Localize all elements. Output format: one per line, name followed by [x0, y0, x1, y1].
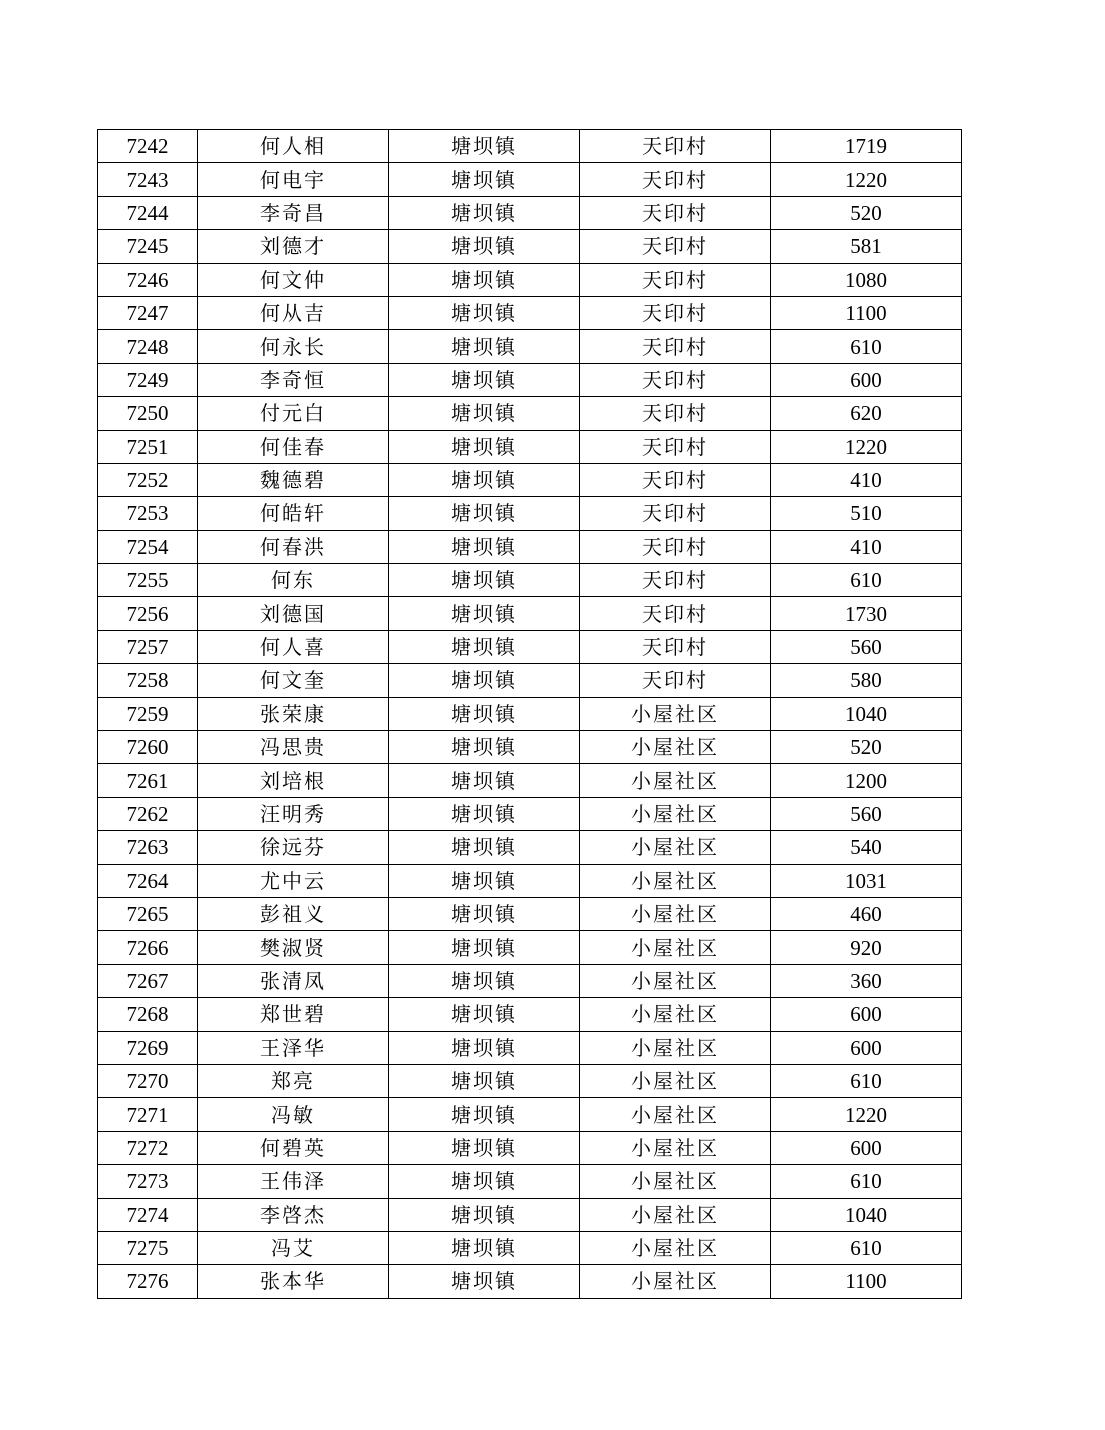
table-row	[98, 1064, 962, 1097]
town-cell: 塘坝镇	[389, 1098, 580, 1131]
table-row	[98, 1131, 962, 1164]
id-cell: 7265	[98, 897, 198, 930]
amount-cell: 1719	[771, 130, 962, 163]
name-cell: 何春洪	[198, 530, 389, 563]
town-cell: 塘坝镇	[389, 897, 580, 930]
table-row	[98, 330, 962, 363]
town-cell: 塘坝镇	[389, 1165, 580, 1198]
name-cell: 李奇恒	[198, 363, 389, 396]
name-cell: 何人喜	[198, 630, 389, 663]
village-cell: 天印村	[580, 230, 771, 263]
village-cell: 天印村	[580, 397, 771, 430]
village-cell: 天印村	[580, 163, 771, 196]
table-row	[98, 1165, 962, 1198]
town-cell: 塘坝镇	[389, 1231, 580, 1264]
amount-cell: 410	[771, 530, 962, 563]
id-cell: 7251	[98, 430, 198, 463]
town-cell: 塘坝镇	[389, 998, 580, 1031]
id-cell: 7254	[98, 530, 198, 563]
name-cell: 李啓杰	[198, 1198, 389, 1231]
village-cell: 天印村	[580, 463, 771, 496]
village-cell: 天印村	[580, 263, 771, 296]
village-cell: 小屋社区	[580, 1098, 771, 1131]
id-cell: 7252	[98, 463, 198, 496]
village-cell: 小屋社区	[580, 1231, 771, 1264]
name-cell: 郑亮	[198, 1064, 389, 1097]
table-row	[98, 1265, 962, 1298]
id-cell: 7246	[98, 263, 198, 296]
amount-cell: 600	[771, 998, 962, 1031]
name-cell: 刘德才	[198, 230, 389, 263]
town-cell: 塘坝镇	[389, 296, 580, 329]
town-cell: 塘坝镇	[389, 397, 580, 430]
table-row	[98, 964, 962, 997]
town-cell: 塘坝镇	[389, 697, 580, 730]
id-cell: 7274	[98, 1198, 198, 1231]
amount-cell: 1200	[771, 764, 962, 797]
id-cell: 7257	[98, 630, 198, 663]
village-cell: 天印村	[580, 363, 771, 396]
name-cell: 何电宇	[198, 163, 389, 196]
id-cell: 7262	[98, 797, 198, 830]
table-row	[98, 998, 962, 1031]
town-cell: 塘坝镇	[389, 230, 580, 263]
table-row	[98, 296, 962, 329]
village-cell: 天印村	[580, 630, 771, 663]
village-cell: 小屋社区	[580, 864, 771, 897]
table-row	[98, 697, 962, 730]
name-cell: 刘德国	[198, 597, 389, 630]
amount-cell: 920	[771, 931, 962, 964]
amount-cell: 581	[771, 230, 962, 263]
amount-cell: 610	[771, 1165, 962, 1198]
amount-cell: 1040	[771, 1198, 962, 1231]
id-cell: 7275	[98, 1231, 198, 1264]
id-cell: 7263	[98, 831, 198, 864]
table-row	[98, 797, 962, 830]
id-cell: 7266	[98, 931, 198, 964]
table-row	[98, 764, 962, 797]
table-row	[98, 831, 962, 864]
amount-cell: 1100	[771, 296, 962, 329]
amount-cell: 600	[771, 1131, 962, 1164]
town-cell: 塘坝镇	[389, 564, 580, 597]
village-cell: 小屋社区	[580, 764, 771, 797]
amount-cell: 520	[771, 196, 962, 229]
amount-cell: 610	[771, 330, 962, 363]
name-cell: 何文仲	[198, 263, 389, 296]
town-cell: 塘坝镇	[389, 797, 580, 830]
id-cell: 7268	[98, 998, 198, 1031]
table-row	[98, 564, 962, 597]
records-table-body	[98, 130, 962, 1299]
town-cell: 塘坝镇	[389, 130, 580, 163]
id-cell: 7260	[98, 731, 198, 764]
village-cell: 天印村	[580, 530, 771, 563]
table-row	[98, 463, 962, 496]
name-cell: 何从吉	[198, 296, 389, 329]
id-cell: 7259	[98, 697, 198, 730]
village-cell: 天印村	[580, 196, 771, 229]
name-cell: 李奇昌	[198, 196, 389, 229]
amount-cell: 1220	[771, 1098, 962, 1131]
name-cell: 张清凤	[198, 964, 389, 997]
amount-cell: 600	[771, 1031, 962, 1064]
id-cell: 7244	[98, 196, 198, 229]
name-cell: 樊淑贤	[198, 931, 389, 964]
name-cell: 刘培根	[198, 764, 389, 797]
amount-cell: 620	[771, 397, 962, 430]
name-cell: 何皓轩	[198, 497, 389, 530]
town-cell: 塘坝镇	[389, 831, 580, 864]
id-cell: 7269	[98, 1031, 198, 1064]
village-cell: 小屋社区	[580, 731, 771, 764]
table-row	[98, 1098, 962, 1131]
town-cell: 塘坝镇	[389, 430, 580, 463]
table-row	[98, 430, 962, 463]
name-cell: 徐远芬	[198, 831, 389, 864]
amount-cell: 1220	[771, 163, 962, 196]
amount-cell: 600	[771, 363, 962, 396]
town-cell: 塘坝镇	[389, 1064, 580, 1097]
village-cell: 小屋社区	[580, 998, 771, 1031]
amount-cell: 460	[771, 897, 962, 930]
table-row	[98, 897, 962, 930]
name-cell: 何文奎	[198, 664, 389, 697]
name-cell: 魏德碧	[198, 463, 389, 496]
amount-cell: 1040	[771, 697, 962, 730]
table-row	[98, 630, 962, 663]
table-row	[98, 864, 962, 897]
town-cell: 塘坝镇	[389, 497, 580, 530]
table-row	[98, 230, 962, 263]
name-cell: 冯敏	[198, 1098, 389, 1131]
amount-cell: 610	[771, 1231, 962, 1264]
amount-cell: 1080	[771, 263, 962, 296]
town-cell: 塘坝镇	[389, 530, 580, 563]
id-cell: 7273	[98, 1165, 198, 1198]
town-cell: 塘坝镇	[389, 931, 580, 964]
id-cell: 7253	[98, 497, 198, 530]
village-cell: 天印村	[580, 430, 771, 463]
name-cell: 王泽华	[198, 1031, 389, 1064]
amount-cell: 560	[771, 630, 962, 663]
id-cell: 7258	[98, 664, 198, 697]
town-cell: 塘坝镇	[389, 1265, 580, 1298]
amount-cell: 510	[771, 497, 962, 530]
table-row	[98, 1231, 962, 1264]
id-cell: 7247	[98, 296, 198, 329]
amount-cell: 580	[771, 664, 962, 697]
village-cell: 小屋社区	[580, 964, 771, 997]
village-cell: 小屋社区	[580, 1198, 771, 1231]
village-cell: 天印村	[580, 497, 771, 530]
id-cell: 7255	[98, 564, 198, 597]
table-row	[98, 597, 962, 630]
village-cell: 小屋社区	[580, 931, 771, 964]
amount-cell: 360	[771, 964, 962, 997]
town-cell: 塘坝镇	[389, 864, 580, 897]
table-row	[98, 664, 962, 697]
town-cell: 塘坝镇	[389, 731, 580, 764]
id-cell: 7250	[98, 397, 198, 430]
table-row	[98, 196, 962, 229]
name-cell: 何人相	[198, 130, 389, 163]
village-cell: 小屋社区	[580, 1131, 771, 1164]
id-cell: 7243	[98, 163, 198, 196]
amount-cell: 610	[771, 1064, 962, 1097]
name-cell: 郑世碧	[198, 998, 389, 1031]
name-cell: 何东	[198, 564, 389, 597]
village-cell: 小屋社区	[580, 697, 771, 730]
name-cell: 何佳春	[198, 430, 389, 463]
id-cell: 7270	[98, 1064, 198, 1097]
amount-cell: 1220	[771, 430, 962, 463]
id-cell: 7267	[98, 964, 198, 997]
town-cell: 塘坝镇	[389, 597, 580, 630]
name-cell: 王伟泽	[198, 1165, 389, 1198]
amount-cell: 410	[771, 463, 962, 496]
town-cell: 塘坝镇	[389, 1198, 580, 1231]
id-cell: 7245	[98, 230, 198, 263]
village-cell: 小屋社区	[580, 897, 771, 930]
table-row	[98, 530, 962, 563]
town-cell: 塘坝镇	[389, 630, 580, 663]
amount-cell: 560	[771, 797, 962, 830]
village-cell: 天印村	[580, 130, 771, 163]
amount-cell: 1730	[771, 597, 962, 630]
town-cell: 塘坝镇	[389, 1131, 580, 1164]
village-cell: 天印村	[580, 597, 771, 630]
town-cell: 塘坝镇	[389, 463, 580, 496]
town-cell: 塘坝镇	[389, 330, 580, 363]
name-cell: 何碧英	[198, 1131, 389, 1164]
name-cell: 冯艾	[198, 1231, 389, 1264]
table-row	[98, 363, 962, 396]
name-cell: 尤中云	[198, 864, 389, 897]
town-cell: 塘坝镇	[389, 964, 580, 997]
id-cell: 7271	[98, 1098, 198, 1131]
amount-cell: 540	[771, 831, 962, 864]
id-cell: 7242	[98, 130, 198, 163]
name-cell: 汪明秀	[198, 797, 389, 830]
table-row	[98, 397, 962, 430]
table-row	[98, 130, 962, 163]
table-row	[98, 1198, 962, 1231]
town-cell: 塘坝镇	[389, 1031, 580, 1064]
amount-cell: 1100	[771, 1265, 962, 1298]
amount-cell: 610	[771, 564, 962, 597]
table-row	[98, 163, 962, 196]
records-table	[97, 129, 962, 1299]
name-cell: 张荣康	[198, 697, 389, 730]
village-cell: 小屋社区	[580, 831, 771, 864]
village-cell: 小屋社区	[580, 1064, 771, 1097]
name-cell: 冯思贵	[198, 731, 389, 764]
id-cell: 7261	[98, 764, 198, 797]
town-cell: 塘坝镇	[389, 664, 580, 697]
village-cell: 小屋社区	[580, 797, 771, 830]
name-cell: 彭祖义	[198, 897, 389, 930]
id-cell: 7264	[98, 864, 198, 897]
town-cell: 塘坝镇	[389, 764, 580, 797]
town-cell: 塘坝镇	[389, 163, 580, 196]
village-cell: 天印村	[580, 664, 771, 697]
village-cell: 天印村	[580, 296, 771, 329]
village-cell: 小屋社区	[580, 1265, 771, 1298]
id-cell: 7249	[98, 363, 198, 396]
town-cell: 塘坝镇	[389, 363, 580, 396]
amount-cell: 520	[771, 731, 962, 764]
id-cell: 7256	[98, 597, 198, 630]
table-row	[98, 263, 962, 296]
name-cell: 何永长	[198, 330, 389, 363]
amount-cell: 1031	[771, 864, 962, 897]
name-cell: 张本华	[198, 1265, 389, 1298]
village-cell: 小屋社区	[580, 1165, 771, 1198]
table-row	[98, 731, 962, 764]
id-cell: 7272	[98, 1131, 198, 1164]
table-row	[98, 497, 962, 530]
id-cell: 7276	[98, 1265, 198, 1298]
village-cell: 小屋社区	[580, 1031, 771, 1064]
name-cell: 付元白	[198, 397, 389, 430]
town-cell: 塘坝镇	[389, 263, 580, 296]
table-row	[98, 931, 962, 964]
village-cell: 天印村	[580, 564, 771, 597]
table-row	[98, 1031, 962, 1064]
id-cell: 7248	[98, 330, 198, 363]
town-cell: 塘坝镇	[389, 196, 580, 229]
village-cell: 天印村	[580, 330, 771, 363]
